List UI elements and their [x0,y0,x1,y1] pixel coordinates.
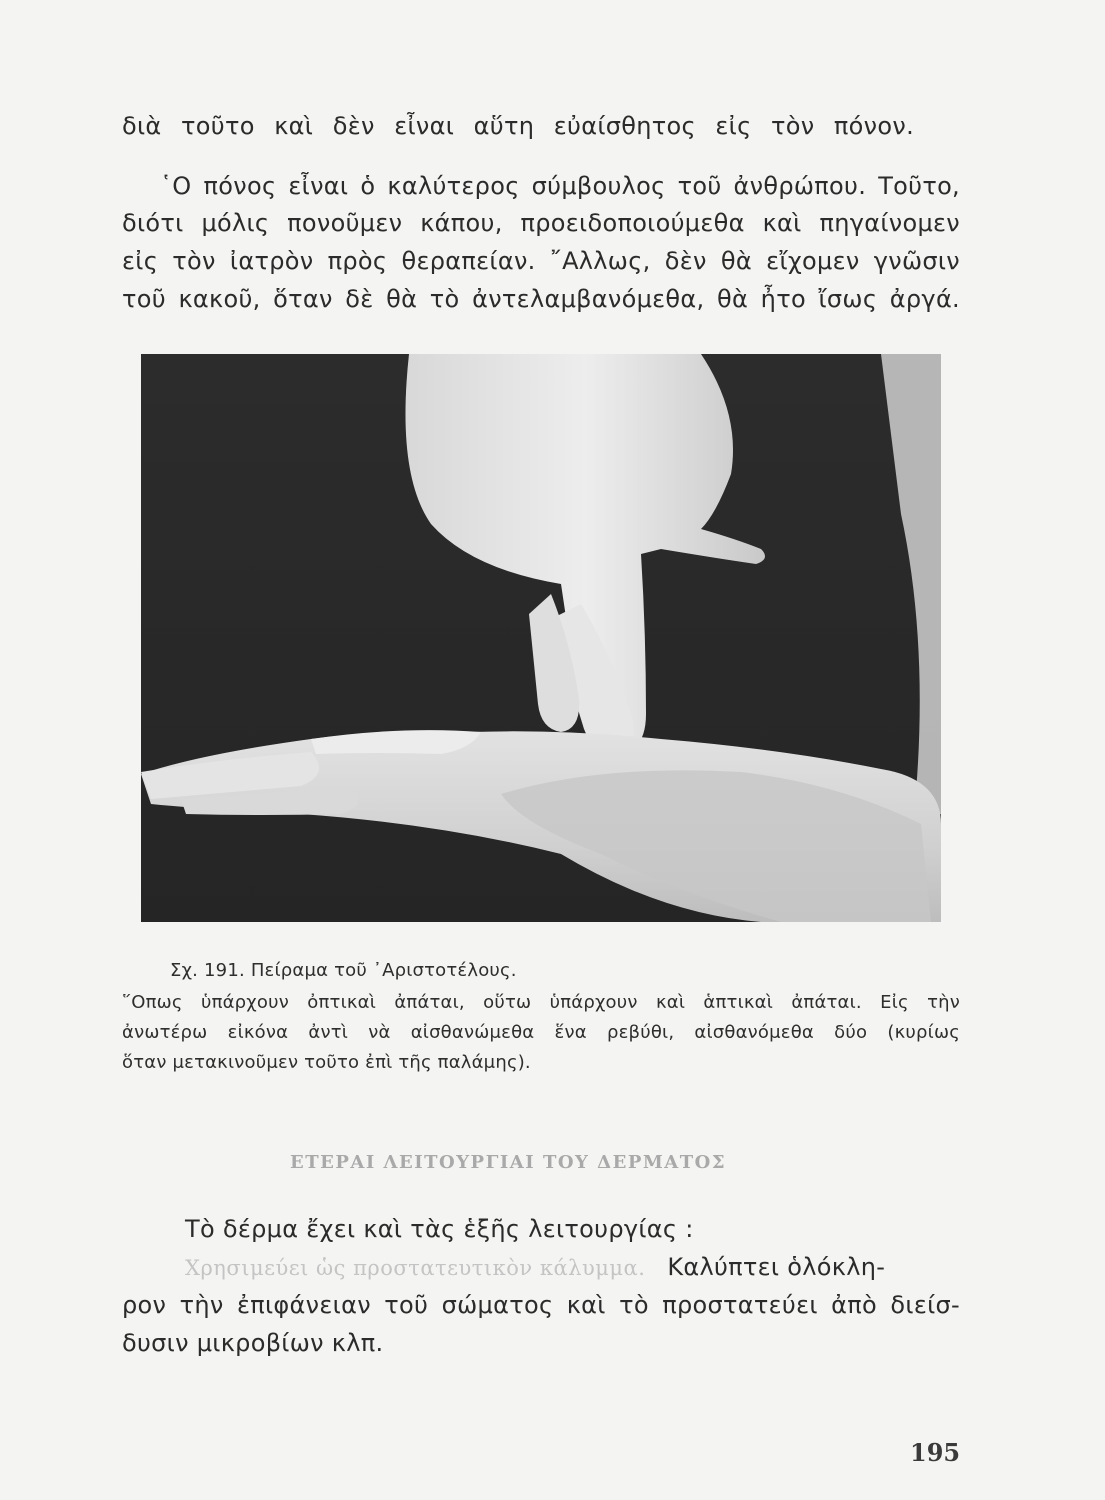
figure-caption-line: ὅταν μετακινοῦμεν τοῦτο ἐπὶ τῆς παλάμης). [122,1052,531,1073]
item-label: Χρησιμεύει ὡς προστατευτικὸν κάλυμμα. [185,1256,646,1280]
hands-illustration [141,354,941,922]
figure-caption-line: ῞Οπως ὑπάρχουν ὀπτικαὶ ἀπάται, οὕτω ὑπάρχουν καὶ ἁπτικαὶ ἀπάται. Εἰς τὴν [122,992,960,1013]
figure-caption-line: ἀνωτέρω εἰκόνα ἀντὶ νὰ αἰσθανώμεθα ἕνα ρεβύθι, αἰσθανόμεθα δύο (κυρίως [122,1022,960,1043]
paragraph-line: ῾Ο πόνος εἶναι ὁ καλύτερος σύμβουλος τοῦ ἀνθρώπου. Τοῦτο, [160,172,960,200]
intro-line: διὰ τοῦτο καὶ δὲν εἶναι αὕτη εὐαίσθητος εἰς τὸν πόνον. [122,112,914,140]
section-item-line: δυσιν μικροβίων κλπ. [122,1329,384,1357]
section-item-line: ρον τὴν ἐπιφάνειαν τοῦ σώματος καὶ τὸ προστατεύει ἀπὸ διείσ- [122,1291,960,1319]
paragraph-line: τοῦ κακοῦ, ὅταν δὲ θὰ τὸ ἀντελαμβανόμεθα, θὰ ἦτο ἴσως ἀργά. [122,285,960,313]
paragraph-line: διότι μόλις πονοῦμεν κάπου, προειδοποιούμεθα καὶ πηγαίνομεν [122,209,960,237]
section-heading: ΕΤΕΡΑΙ ΛΕΙΤΟΥΡΓΙΑΙ ΤΟΥ ΔΕΡΜΑΤΟΣ [290,1152,727,1173]
section-item-line [185,1253,960,1281]
paragraph-line: εἰς τὸν ἰατρὸν πρὸς θεραπείαν. ῎Αλλως, δὲν θὰ εἴχομεν γνῶσιν [122,247,960,275]
section-intro: Τὸ δέρμα ἔχει καὶ τὰς ἑξῆς λειτουργίας : [185,1215,694,1243]
figure-caption-title: Σχ. 191. Πείραμα τοῦ ᾿Αριστοτέλους. [170,960,517,981]
item-text: Καλύπτει ὁλόκλη- [667,1253,886,1281]
page-number: 195 [910,1438,961,1467]
hands-photo [141,354,941,922]
